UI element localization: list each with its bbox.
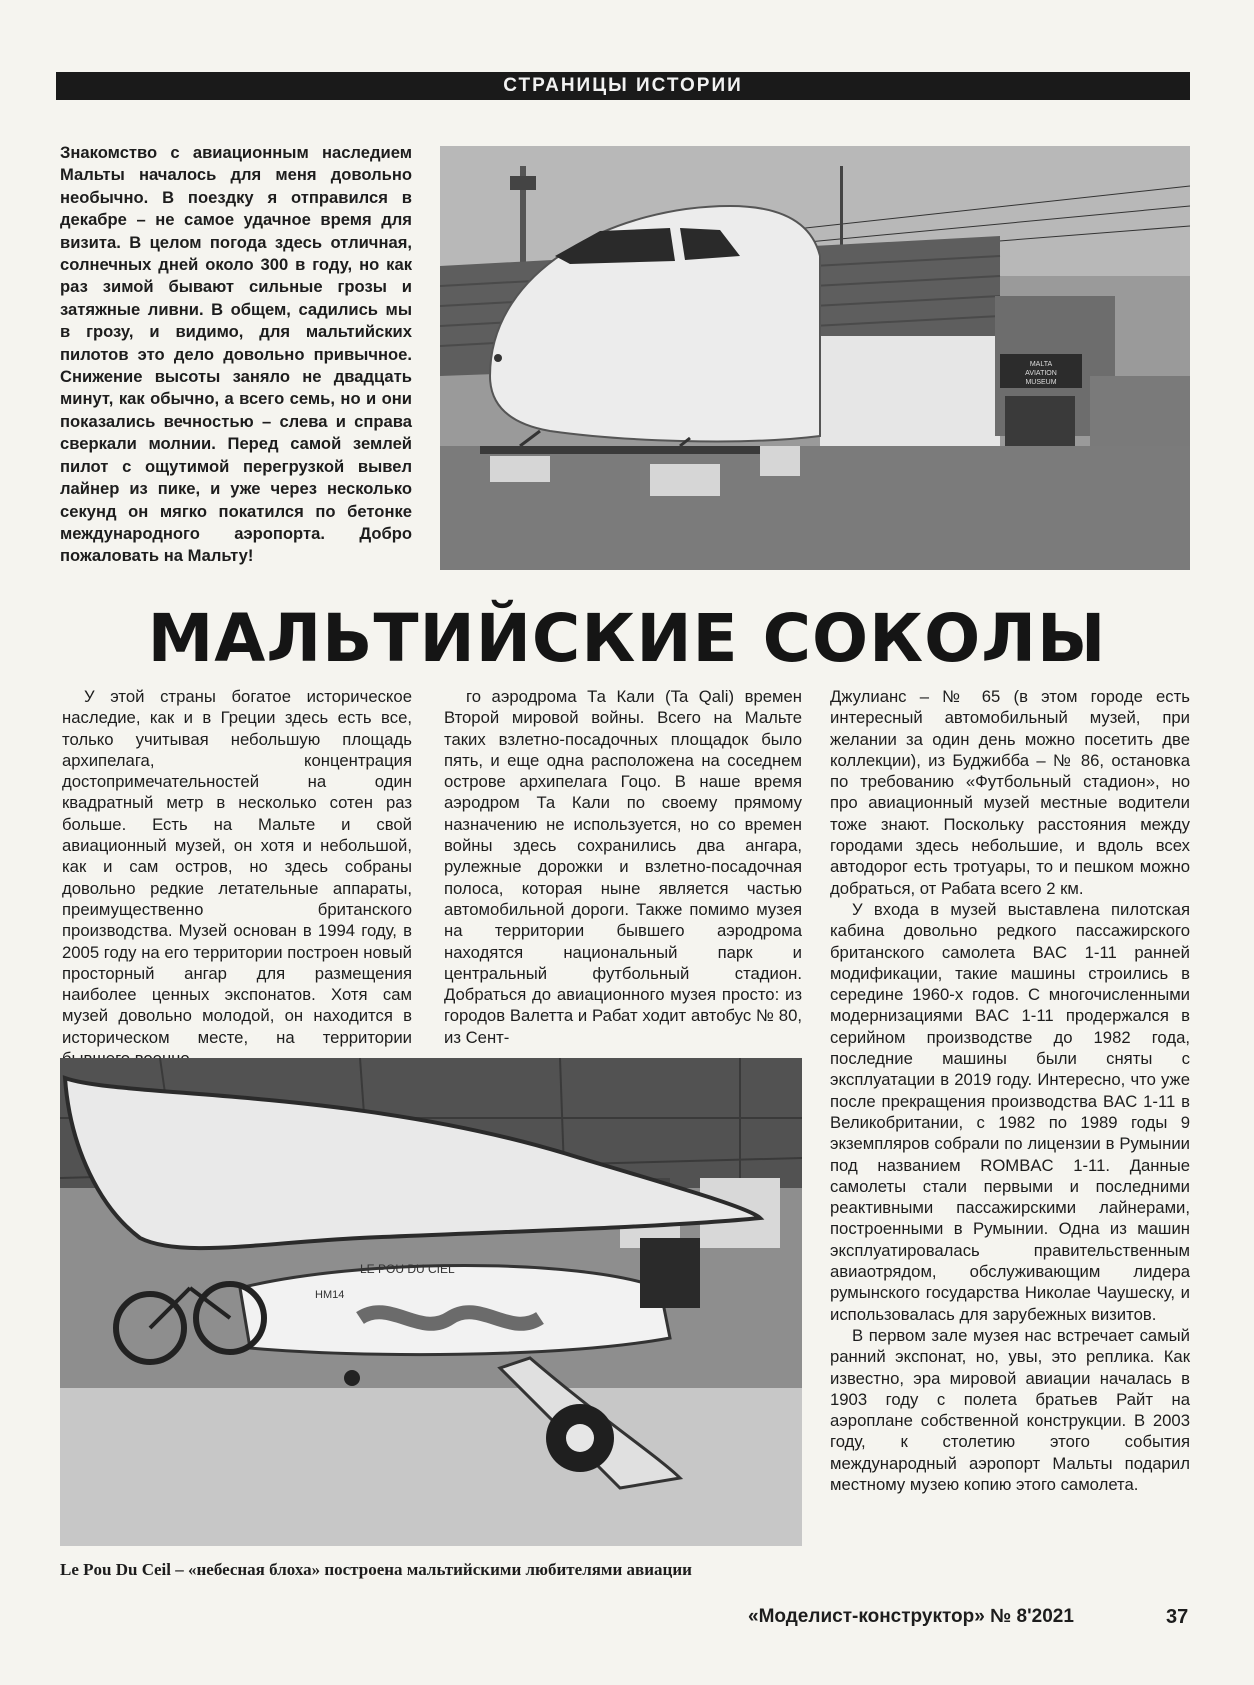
registration-lettering: HM14 (315, 1289, 345, 1301)
body-column-2: го аэродрома Та Кали (Ta Qali) времен Второй мировой войны. Всего на Мальте таких взлетно-посадочных площадок было пять, и еще одна расположена на соседнем острове архипелага Гоцо. В наше время аэродром Та Кали по своему прямому назначению не используется, но со времен войны здесь сохранились два ангара, рулежные дорожки и взлетно-посадочная полоса, которая ныне является частью автомобильной дороги. Также помимо музея на территории бывшего аэродрома находятся национальный парк и центральный футбольный стадион. Добраться до авиационного музея просто: из городов Валетта и Рабат ходит автобус № 80, из Сент- (444, 687, 802, 1047)
article-title: МАЛЬТИЙСКИЕ СОКОЛЫ (147, 600, 1107, 677)
museum-sign-line3: MUSEUM (1025, 379, 1057, 386)
section-header: СТРАНИЦЫ ИСТОРИИ (56, 72, 1190, 100)
column-3-paragraph-2: У входа в музей выставлена пилотская кабина довольно редкого пассажирского британского самолета BAC 1-11 ранней модификации, такие машины строились в середине 1960-х годов. С многочисленными модернизациями BAC 1-11 продержался в серийном производстве до 1982 года, последние машины были сняты с эксплуатации в 2019 году. Интересно, что уже после прекращения производства BAC 1-11 в Великобритании, с 1982 по 1989 годы 9 экземпляров собрали по лицензии в Румынии под названием ROMBAC 1-11. Данные самолеты стали первыми и последними реактивными пассажирскими лайнерами, построенными в Румынии. Одна из машин эксплуатировалась правительственным авиаотрядом, обслуживающим лидера румынского государства Николае Чаушеску, и использовалась для зарубежных визитов. (830, 899, 1190, 1324)
column-3-paragraph-3: В первом зале музея нас встречает самый ранний экспонат, но, увы, это реплика. Как известно, эра мировой авиации началась в 1903 году с полета братьев Райт на аэроплане собственной конструкции. В 2003 году, к столетию этого события международный аэропорт Мальты подарил местному музею копию этого самолета. (830, 1325, 1190, 1494)
column-3-paragraph-1: Джулианс – № 65 (в этом городе есть интересный автомобильный музей, при желании за один день можно посетить две коллекции), из Буджибба – № 86, остановка по требованию «Футбольный стадион», но про авиационный музей местные водители тоже знают. Поскольку расстояния между городами здесь небольшие, и вдоль всех автодорог есть тротуары, то и пешком можно добраться, от Рабата всего 2 км. (830, 687, 1190, 898)
body-column-3 (830, 686, 1190, 1495)
cockpit-exhibit-photo (440, 146, 1190, 570)
intro-paragraph: Знакомство с авиационным наследием Мальты началось для меня довольно необычно. В поездку я отправился в декабре – не самое удачное время для визита. В целом погода здесь отличная, солнечных дней около 300 в году, но как раз зимой бывают сильные грозы и затяжные ливни. В общем, садились мы в грозу, и видимо, для мальтийских пилотов это дело довольно привычное. Снижение высоты заняло не двадцать минут, как обычно, а всего семь, но и они показались вечностью – слева и справа сверкали молнии. Перед самой землей пилот с ощутимой перегрузкой вывел лайнер из пике, и уже через несколько секунд он мягко покатился по бетонке международного аэропорта. Добро пожаловать на Мальту! (60, 143, 412, 566)
museum-sign-line1: MALTA (1029, 361, 1053, 368)
photo-caption: Le Pou Du Ceil – «небесная блоха» построена мальтийскими любителями авиации (60, 1560, 692, 1579)
magazine-footer: «Моделист-конструктор» № 8'2021 (748, 1606, 1074, 1627)
pou-du-ciel-photo (60, 1058, 802, 1546)
fuselage-lettering: LE POU DU CIEL (360, 1262, 455, 1276)
body-column-1: У этой страны богатое историческое наследие, как и в Греции здесь есть все, только учитывая небольшую площадь архипелага, концентрация достопримечательностей на один квадратный метр в несколько сотен раз больше. Есть на Мальте и свой авиационный музей, он хотя и небольшой, как и сам остров, но здесь собраны довольно редкие летательные аппараты, преимущественно британского производства. Музей основан в 1994 году, в 2005 году на его территории построен новый просторный ангар для размещения наиболее ценных экспонатов. Хотя сам музей довольно молодой, он находится в историческом месте, на территории (62, 687, 412, 1047)
page-number: 37 (1166, 1606, 1189, 1628)
museum-sign-line2: AVIATION (1025, 370, 1057, 377)
